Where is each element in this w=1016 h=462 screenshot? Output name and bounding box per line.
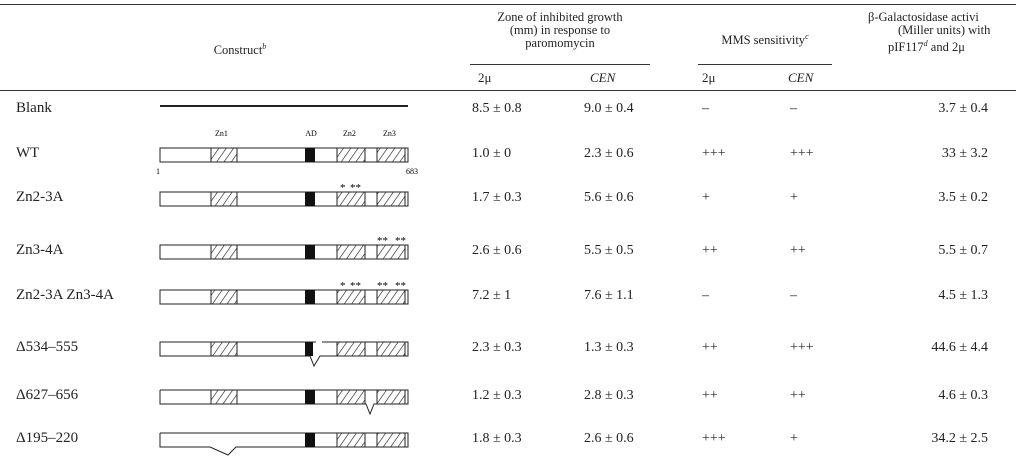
label-end: 683 [406,167,418,176]
cell-beta-gal: 4.6 ± 0.3 [938,388,988,403]
cell-mms-2u: + [702,190,710,205]
label-zn2: Zn2 [343,129,356,138]
cell-zone-2u: 2.3 ± 0.3 [472,340,522,355]
cell-mms-2u: – [702,288,709,303]
mutation-marker: ** [350,182,361,194]
construct-d195-220 [160,433,408,455]
mutation-marker: * [340,182,346,194]
cell-zone-cen: 2.8 ± 0.3 [584,388,634,403]
row-label-zn2-3a: Zn2-3A [16,189,64,205]
mms-header: MMS sensitivity$^c$ [721,32,809,48]
mutation-marker: ** [350,280,361,292]
subheader-mms-2u: 2μ [702,70,716,85]
zone-header: Zone of inhibited growth (mm) in response to paromomycin [497,10,623,50]
cell-mms-cen: ++ [790,388,806,403]
cell-mms-cen: + [790,190,798,205]
row-label-zn2-3a-zn3-4a: Zn2-3A Zn3-4A [16,287,114,303]
subheader-mms-cen: CEN [788,70,814,85]
cell-mms-cen: ++ [790,243,806,258]
cell-mms-cen: +++ [790,340,814,355]
cell-mms-2u: +++ [702,146,726,161]
cell-beta-gal: 4.5 ± 1.3 [938,288,988,303]
cell-beta-gal: 44.6 ± 4.4 [931,340,988,355]
cell-zone-2u: 2.6 ± 0.6 [472,243,522,258]
cell-mms-2u: ++ [702,388,718,403]
cell-zone-cen: 9.0 ± 0.4 [584,101,634,116]
row-label-d195-220: Δ195–220 [16,430,79,446]
cell-zone-cen: 5.6 ± 0.6 [584,190,634,205]
mutation-marker: * [340,280,346,292]
cell-zone-2u: 1.8 ± 0.3 [472,431,522,446]
cell-mms-cen: – [790,288,797,303]
mutation-marker: ** [377,280,388,292]
cell-zone-2u: 1.0 ± 0 [472,146,512,161]
cell-zone-cen: 1.3 ± 0.3 [584,340,634,355]
cell-mms-2u: ++ [702,243,718,258]
row-label-blank: Blank [16,100,52,116]
construct-header: Construct$^b$ [213,42,267,58]
construct-zn2-3a-zn3-4a [160,290,408,304]
construct-d627-656 [160,390,408,414]
cell-zone-cen: 2.3 ± 0.6 [584,146,634,161]
cell-zone-cen: 2.6 ± 0.6 [584,431,634,446]
cell-mms-2u: +++ [702,431,726,446]
cell-beta-gal: 3.5 ± 0.2 [938,190,988,205]
cell-zone-cen: 7.6 ± 1.1 [584,288,634,303]
mms-subheader-rule [698,64,832,65]
construct-diagrams [0,0,460,462]
cell-zone-cen: 5.5 ± 0.5 [584,243,634,258]
beta-gal-header: β-Galactosidase activi (Miller units) with pIF117$^d$ and 2μ [868,10,991,55]
cell-zone-2u: 7.2 ± 1 [472,288,512,303]
label-zn1: Zn1 [215,129,228,138]
construct-zn2-3a [160,192,408,206]
construct-zn3-4a [160,245,408,259]
cell-zone-2u: 1.7 ± 0.3 [472,190,522,205]
mutation-marker: ** [395,235,406,247]
construct-wt [160,148,408,162]
zone-subheader-rule [470,64,650,65]
cell-zone-2u: 8.5 ± 0.8 [472,101,522,116]
label-ad: AD [305,129,317,138]
cell-mms-cen: – [790,101,797,116]
cell-beta-gal: 3.7 ± 0.4 [938,101,988,116]
cell-mms-cen: +++ [790,146,814,161]
cell-mms-2u: – [702,101,709,116]
cell-mms-2u: ++ [702,340,718,355]
row-label-d627-656: Δ627–656 [16,387,79,403]
row-label-d534-555: Δ534–555 [16,339,79,355]
cell-zone-2u: 1.2 ± 0.3 [472,388,522,403]
cell-mms-cen: + [790,431,798,446]
label-start: 1 [156,167,160,176]
cell-beta-gal: 33 ± 3.2 [941,146,988,161]
row-label-wt: WT [16,145,40,161]
mutation-marker: ** [377,235,388,247]
row-label-zn3-4a: Zn3-4A [16,242,64,258]
mutation-marker: ** [395,280,406,292]
cell-beta-gal: 34.2 ± 2.5 [931,431,988,446]
subheader-zone-cen: CEN [590,70,616,85]
cell-beta-gal: 5.5 ± 0.7 [938,243,988,258]
construct-d534-555 [160,342,408,366]
label-zn3: Zn3 [383,129,396,138]
subheader-zone-2u: 2μ [478,70,492,85]
